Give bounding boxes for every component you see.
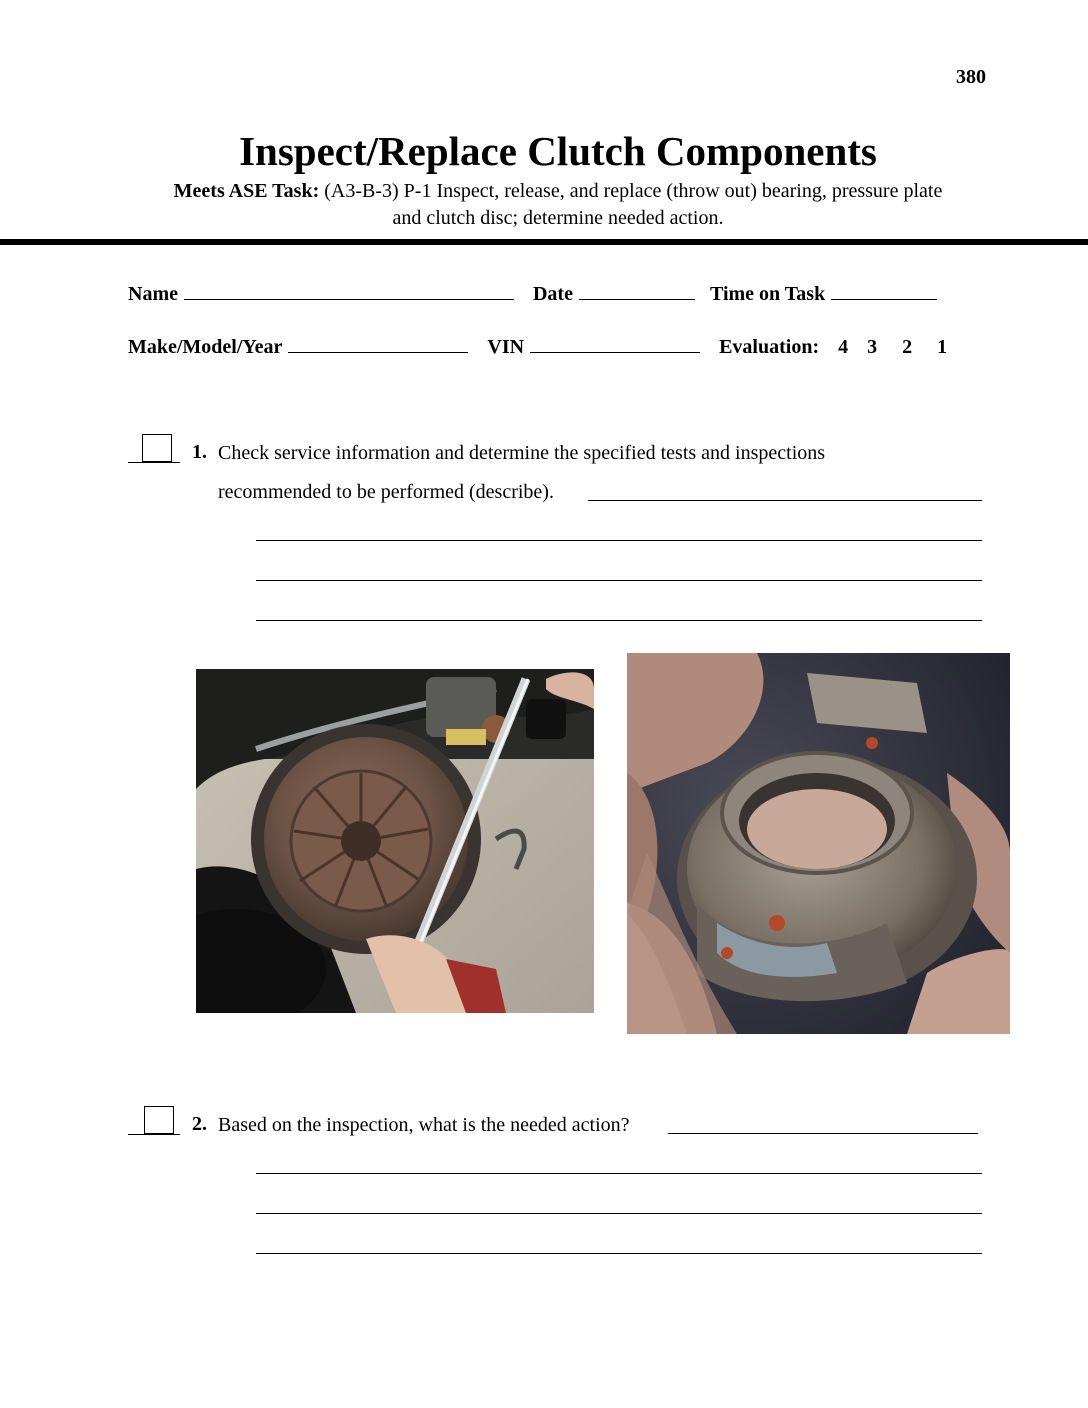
evaluation-score-3[interactable]: 3 xyxy=(867,336,878,358)
step-2-answer-line[interactable] xyxy=(256,1173,982,1174)
vin-label: VIN xyxy=(487,336,525,358)
step-1-checkbox[interactable] xyxy=(128,438,180,463)
evaluation-label: Evaluation: xyxy=(719,336,820,358)
name-label: Name xyxy=(128,283,178,305)
make-model-year-label: Make/Model/Year xyxy=(128,336,283,358)
step-1-text-line-2: recommended to be performed (describe). xyxy=(218,481,554,503)
release-bearing-photo xyxy=(627,653,1010,1034)
info-row-2 xyxy=(128,334,947,359)
name-field[interactable] xyxy=(184,281,514,300)
step-1-answer-line[interactable] xyxy=(588,500,982,501)
clutch-pressure-plate-photo xyxy=(196,669,594,1013)
task-line-2: and clutch disc; determine needed action. xyxy=(392,207,724,229)
step-1-answer-line[interactable] xyxy=(256,540,982,541)
step-1-number: 1. xyxy=(192,441,207,463)
task-line-1: (A3-B-3) P-1 Inspect, release, and replace (throw out) bearing, pressure plate xyxy=(324,180,943,202)
step-1-answer-line[interactable] xyxy=(256,620,982,621)
time-on-task-label: Time on Task xyxy=(709,283,826,305)
step-2-number: 2. xyxy=(192,1113,207,1135)
step-2-answer-line[interactable] xyxy=(256,1213,982,1214)
info-row-1 xyxy=(128,281,937,306)
step-2-answer-line[interactable] xyxy=(256,1253,982,1254)
page-number: 380 xyxy=(956,66,986,88)
ase-task-description xyxy=(0,178,1088,232)
evaluation-score-2[interactable]: 2 xyxy=(902,336,913,358)
time-on-task-field[interactable] xyxy=(831,281,937,300)
vin-field[interactable] xyxy=(530,334,700,353)
task-prefix: Meets ASE Task: xyxy=(173,180,320,202)
evaluation-score-4[interactable]: 4 xyxy=(838,336,849,358)
step-2-text-line-1: Based on the inspection, what is the needed action? xyxy=(218,1114,630,1136)
date-field[interactable] xyxy=(579,281,695,300)
evaluation-score-1[interactable]: 1 xyxy=(937,336,948,358)
make-model-year-field[interactable] xyxy=(288,334,468,353)
header-divider xyxy=(0,239,1088,245)
checkbox-icon xyxy=(144,1106,174,1134)
step-1-answer-line[interactable] xyxy=(256,580,982,581)
page-title: Inspect/Replace Clutch Components xyxy=(239,128,877,174)
step-1-text-line-1: Check service information and determine the specified tests and inspections xyxy=(218,442,826,464)
step-2-checkbox[interactable] xyxy=(128,1110,180,1135)
step-2-answer-line[interactable] xyxy=(668,1133,978,1134)
date-label: Date xyxy=(532,283,573,305)
checkbox-icon xyxy=(142,434,172,462)
